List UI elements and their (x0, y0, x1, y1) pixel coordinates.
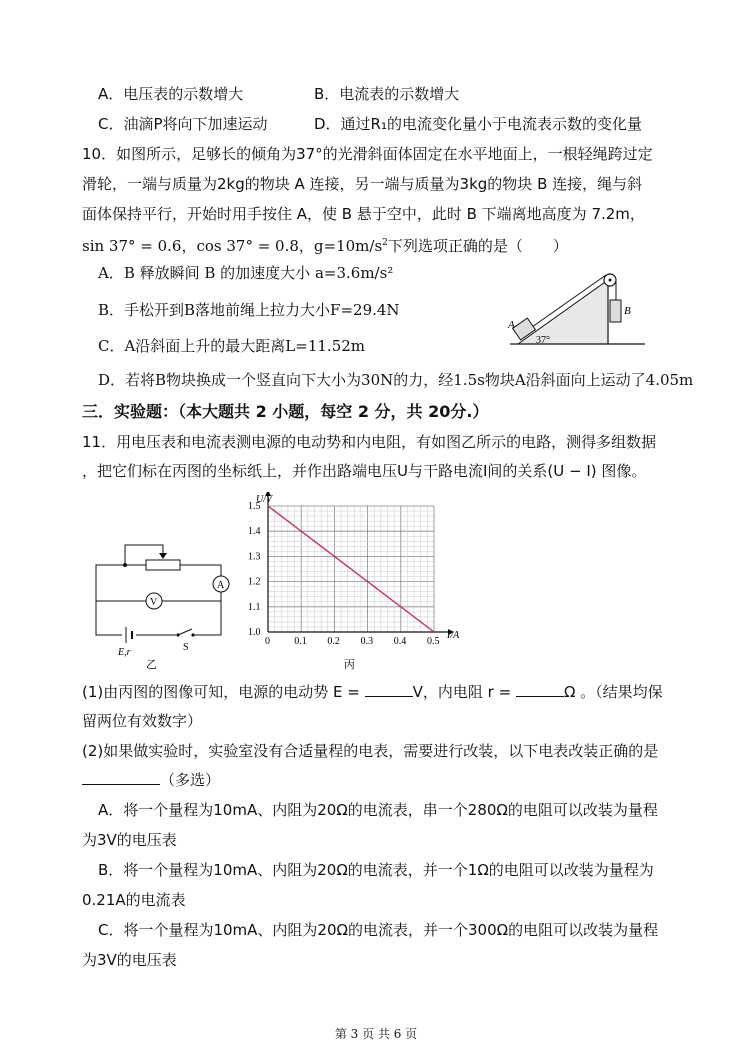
q10-stem-1: 10．如图所示，足够长的倾角为37°的光滑斜面体固定在水平地面上，一根轻绳跨过定 (82, 145, 653, 163)
page-footer: 第 3 页 共 6 页 (334, 1027, 418, 1041)
x-tick-label: 0 (265, 636, 270, 647)
q11-stem-1: 11．用电压表和电流表测电源的电动势和内电阻，有如图乙所示的电路，测得多组数据 (82, 433, 657, 451)
q9-option-d: D．通过R₁的电流变化量小于电流表示数的变化量 (314, 115, 642, 133)
incline-figure (500, 272, 650, 350)
q11-part2-a: (2)如果做实验时，实验室没有合适量程的电表，需要进行改装，以下电表改装正确的是 (82, 742, 659, 760)
q11-part1-a: (1)由丙图的图像可知，电源的电动势 E = (82, 683, 360, 701)
rheostat-icon (146, 560, 180, 570)
q11-opt-a-1: A．将一个量程为10mA、内阻为20Ω的电流表，串一个280Ω的电阻可以改装为量程 (98, 801, 658, 819)
q10-stem-2: 滑轮，一端与质量为2kg的物块 A 连接，另一端与质量为3kg的物块 B 连接，绳与斜 (82, 175, 643, 193)
y-tick-label: 1.5 (248, 501, 261, 512)
block-b (610, 300, 621, 322)
block-b-label: B (624, 305, 631, 317)
q11-part1-d: 留两位有效数字） (82, 712, 203, 730)
q11-opt-c-1: C．将一个量程为10mA、内阻为20Ω的电流表，并一个300Ω的电阻可以改装为量程 (98, 921, 659, 939)
q11-opt-a-2: 为3V的电压表 (82, 831, 177, 849)
switch-pivot (176, 633, 179, 636)
junction-dot (123, 563, 127, 567)
q11-part2-b: （多选） (160, 771, 221, 789)
q10-stem-tail: 下列选项正确的是（ ） (387, 237, 568, 255)
q11-part2-line2 (82, 770, 220, 790)
rheostat-slider-arrow (159, 553, 167, 559)
q10-option-a: A．B 释放瞬间 B 的加速度大小 a=3.6m/s² (98, 264, 394, 282)
q11-part1-line1 (82, 682, 663, 702)
graph-caption: 丙 (344, 659, 355, 671)
battery-gap (122, 629, 136, 641)
block-a-label: A (508, 319, 515, 331)
q11-part1-b: V，内电阻 r = (412, 683, 512, 701)
chart-ticks (248, 501, 440, 647)
y-tick-label: 1.2 (248, 576, 261, 588)
y-tick-label: 1.1 (248, 601, 261, 613)
y-tick-label: 1.0 (248, 627, 261, 638)
chart-axes (265, 492, 454, 635)
q11-opt-c-2: 为3V的电压表 (82, 951, 177, 969)
y-tick-label: 1.3 (248, 551, 261, 563)
q11-part1-c: Ω 。（结果均保 (563, 683, 663, 701)
option-answer-blank[interactable] (82, 770, 160, 785)
q9-option-b: B．电流表的示数增大 (314, 85, 460, 103)
switch-contact (191, 633, 194, 636)
y-tick-label: 1.4 (248, 526, 261, 538)
q10-option-d: D．若将B物块换成一个竖直向下大小为30N的力，经1.5s物块A沿斜面向上运动了4.05m (98, 371, 694, 389)
q9-option-a: A．电压表的示数增大 (98, 85, 244, 103)
x-tick-label: 0.3 (360, 636, 374, 647)
chart-xlabel: I/A (447, 630, 460, 641)
x-tick-label: 0.1 (294, 636, 307, 647)
source-label: E,r (118, 647, 131, 658)
q10-option-b: B．手松开到B落地前绳上拉力大小F=29.4N (98, 301, 400, 319)
q11-opt-b-1: B．将一个量程为10mA、内阻为20Ω的电流表，并一个1Ω的电阻可以改装为量程为 (98, 861, 654, 879)
section-3-title: 三．实验题：（本大题共 2 小题，每空 2 分，共 20分.） (82, 402, 489, 421)
q11-stem-2: ，把它们标在丙图的坐标纸上，并作出路端电压U与干路电流I间的关系(U − I) 图像。 (82, 462, 647, 480)
circuit-caption: 乙 (146, 659, 157, 671)
switch-label: S (183, 642, 189, 653)
q9-option-c: C．油滴P将向下加速运动 (98, 115, 268, 133)
resistance-answer-blank[interactable] (516, 682, 564, 697)
incline-body (518, 280, 608, 344)
x-tick-label: 0.2 (327, 636, 340, 647)
q10-option-c: C．A沿斜面上升的最大距离L=11.52m (98, 337, 366, 355)
x-tick-label: 0.4 (393, 636, 407, 647)
u-i-series-line (268, 506, 434, 632)
pulley-axle (609, 279, 612, 282)
q10-superscript: 2 (382, 238, 388, 248)
q10-stem-3: 面体保持平行，开始时用手按住 A，使 B 悬于空中，此时 B 下端离地高度为 7.2m， (82, 205, 645, 223)
emf-answer-blank[interactable] (365, 682, 413, 697)
angle-label: 37° (536, 335, 550, 346)
u-i-chart (242, 492, 472, 672)
circuit-diagram (88, 535, 238, 675)
x-tick-label: 0.5 (427, 636, 440, 647)
ammeter-label: A (217, 580, 225, 591)
q11-opt-b-2: 0.21A的电流表 (82, 891, 186, 909)
chart-ylabel: U/V (256, 494, 273, 505)
q10-trig-values: sin 37° = 0.6，cos 37° = 0.8，g=10m/s (82, 237, 383, 255)
q10-stem-4 (82, 233, 568, 256)
voltmeter-label: V (150, 597, 158, 608)
